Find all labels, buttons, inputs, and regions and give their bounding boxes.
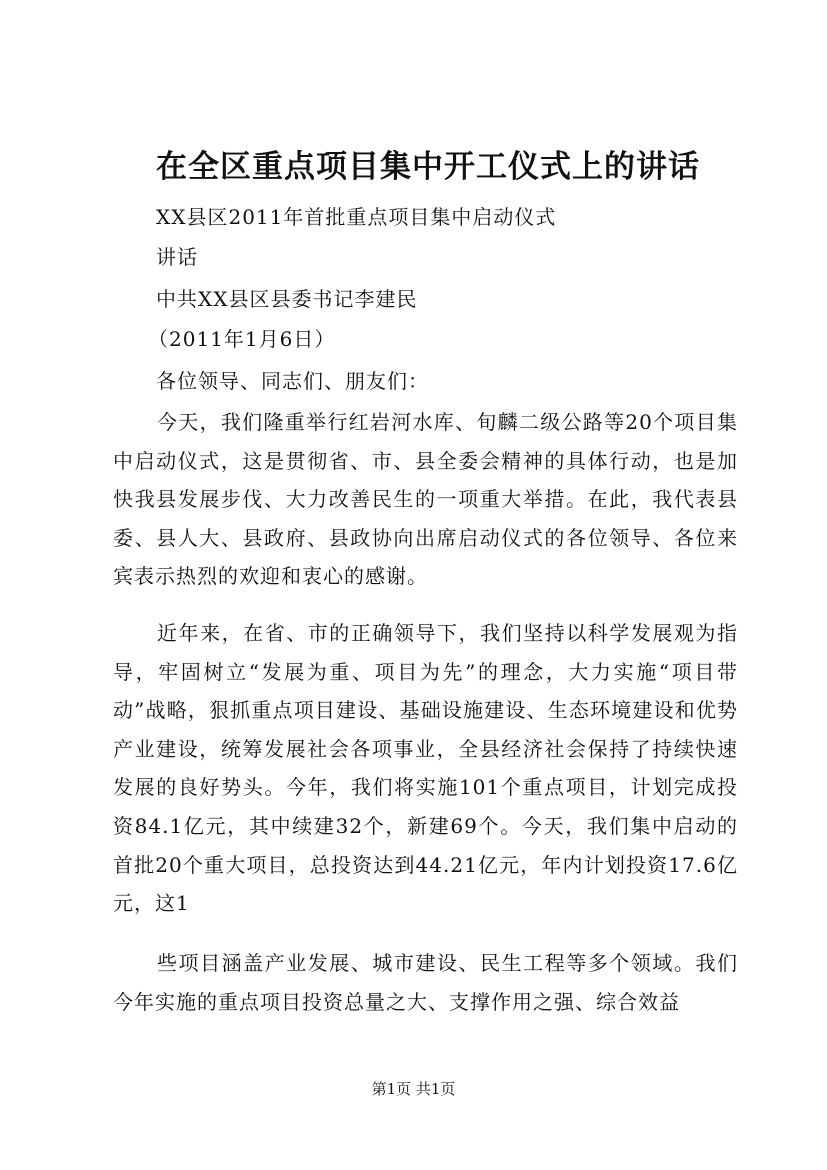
paragraph-3: 些项目涵盖产业发展、城市建设、民生工程等多个领域。我们今年实施的重点项目投资总量之大、支撑作用之强、综合效益 bbox=[113, 951, 738, 1014]
document-title: 在全区重点项目集中开工仪式上的讲话 bbox=[156, 149, 700, 185]
paragraph-1: 今天，我们隆重举行红岩河水库、旬麟二级公路等20个项目集中启动仪式，这是贯彻省、市、县全委会精神的具体行动，也是加快我县发展步伐、大力改善民生的一项重大举措。在此，我代表县委、县人大、县政府、县政协向出席启动仪式的各位领导、各位来宾表示热烈的欢迎和衷心的感谢。 bbox=[113, 410, 738, 589]
paragraph-2: 近年来，在省、市的正确领导下，我们坚持以科学发展观为指导，牢固树立“发展为重、项目为先”的理念，大力实施“项目带动”战略，狠抓重点项目建设、基础设施建设、生态环境建设和优势产业建设，统筹发展社会各项事业，全县经济社会保持了持续快速发展的良好势头。今年，我们将实施101个重点项目，计划完成投资84.1亿元，其中续建32个，新建69个。今天，我们集中启动的首批20个重大项目，总投资达到44.21亿元，年内计划投资17.6亿元，这1 bbox=[113, 621, 738, 916]
date-line: （2011年1月6日） bbox=[148, 327, 336, 351]
subtitle-line-2: 讲话 bbox=[156, 245, 198, 269]
speaker-line: 中共XX县区县委书记李建民 bbox=[156, 287, 418, 311]
page-footer: 第1页 共1页 bbox=[371, 1080, 456, 1098]
subtitle-line-1: XX县区2011年首批重点项目集中启动仪式 bbox=[156, 205, 557, 229]
salutation-line: 各位领导、同志们、朋友们： bbox=[156, 369, 429, 393]
